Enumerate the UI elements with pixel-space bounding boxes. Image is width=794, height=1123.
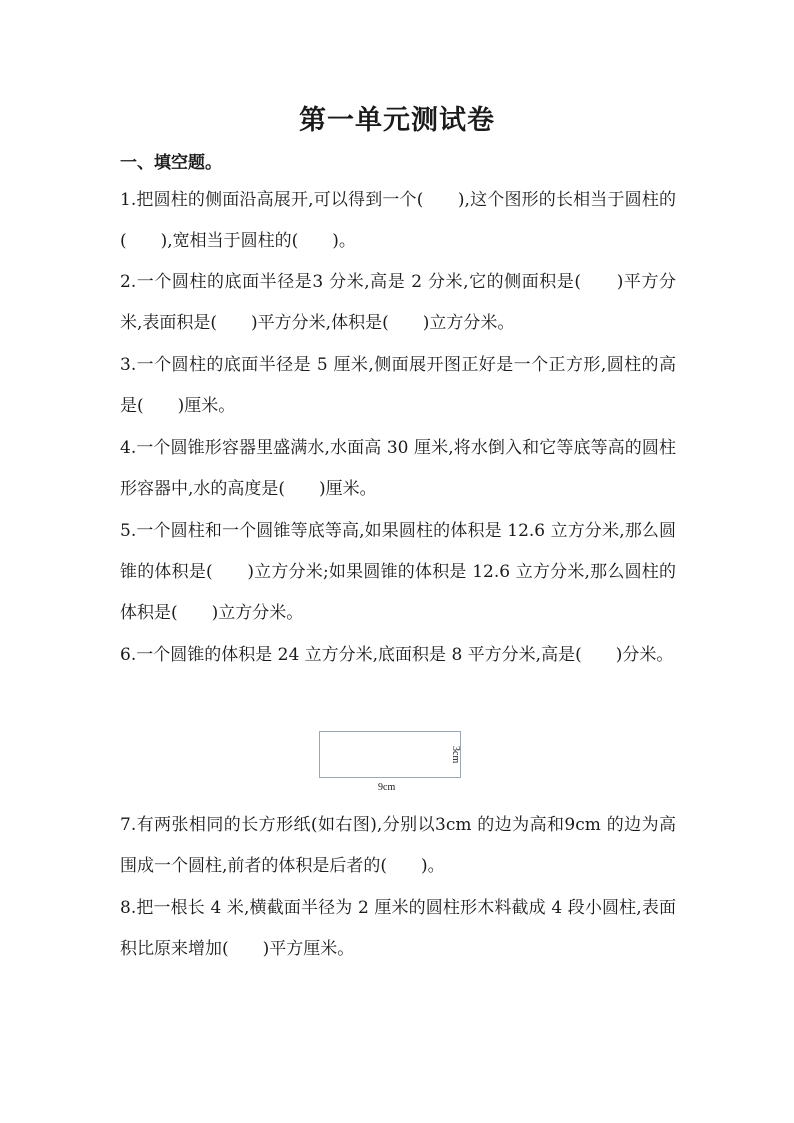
section-heading: 一、填空题。 — [120, 153, 222, 173]
question-7: 7.有两张相同的长方形纸(如右图),分别以3cm 的边为高和9cm 的边为高围成一个圆柱,前者的体积是后者的( )。 — [120, 815, 676, 876]
height-label: 3cm — [450, 746, 461, 764]
question-6: 6.一个圆锥的体积是 24 立方分米,底面积是 8 平方分米,高是( )分米。 — [120, 645, 674, 665]
rectangle-figure — [318, 730, 478, 800]
question-2: 2.一个圆柱的底面半径是3 分米,高是 2 分米,它的侧面积是( )平方分米,表面积是( )平方分米,体积是( )立方分米。 — [120, 272, 676, 333]
question-4: 4.一个圆锥形容器里盛满水,水面高 30 厘米,将水倒入和它等底等高的圆柱形容器中,水的高度是( )厘米。 — [120, 438, 676, 499]
question-1: 1.把圆柱的侧面沿高展开,可以得到一个( ),这个图形的长相当于圆柱的( ),宽相当于圆柱的( )。 — [120, 190, 676, 251]
question-3: 3.一个圆柱的底面半径是 5 厘米,侧面展开图正好是一个正方形,圆柱的高是( )厘米。 — [120, 355, 676, 416]
question-8: 8.把一根长 4 米,横截面半径为 2 厘米的圆柱形木料截成 4 段小圆柱,表面积比原来增加( )平方厘米。 — [120, 898, 676, 959]
question-5: 5.一个圆柱和一个圆锥等底等高,如果圆柱的体积是 12.6 立方分米,那么圆锥的体积是( )立方分米;如果圆锥的体积是 12.6 立方分米,那么圆柱的体积是( )立方分米。 — [120, 521, 676, 623]
page-title: 第一单元测试卷 — [299, 105, 495, 136]
rectangle-shape — [319, 731, 461, 778]
width-label: 9cm — [378, 782, 396, 793]
